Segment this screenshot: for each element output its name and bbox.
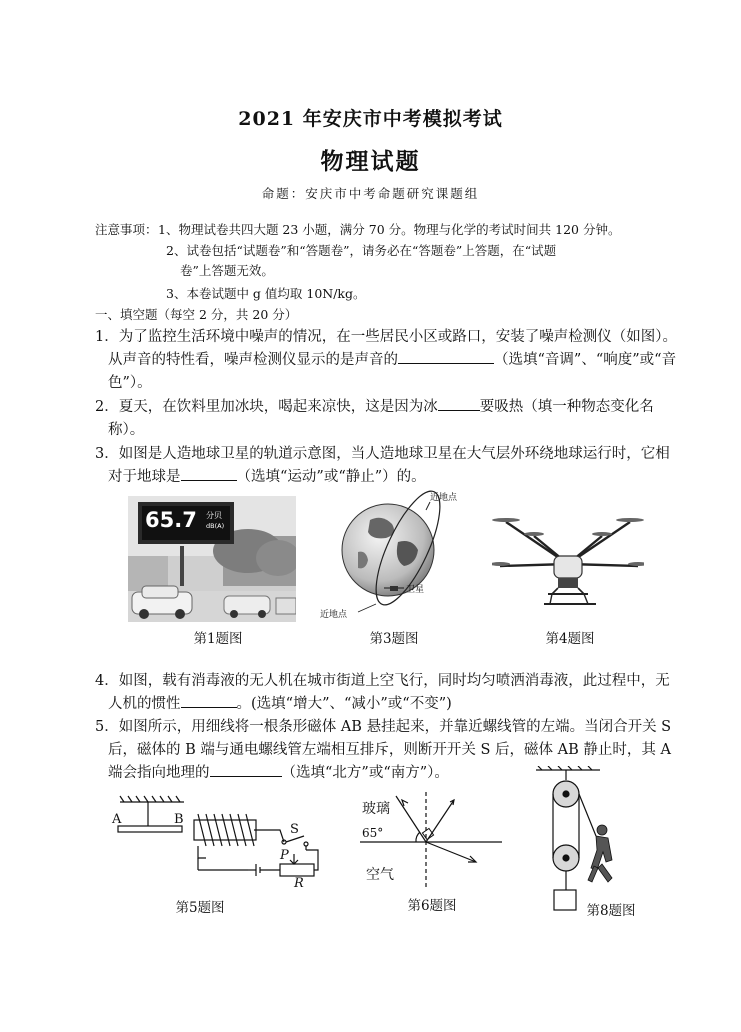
q2-line1: 2．夏天，在饮料里加冰块，喝起来凉快，这是因为冰 要吸热（填一种物态变化名 (95, 396, 654, 419)
notes-item-2b: 卷”上答题无效。 (180, 263, 274, 278)
noise-display-value: 65.7 (145, 508, 197, 532)
figure-6-caption: 第6题图 (407, 898, 457, 914)
q5-line2: 后，磁体的 B 端与通电螺线管左端相互排斥，则断开开关 S 后，磁体 AB 静止时，其 A (108, 742, 671, 758)
label-b: B (174, 812, 184, 827)
notes-item-1: 1、物理试卷共四大题 23 小题，满分 70 分。物理与化学的考试时间共 120 分钟。 (158, 222, 621, 237)
notes-item-3: 3、本卷试题中 g 值均取 10N/kg。 (166, 286, 366, 301)
figure-6-refraction (352, 790, 512, 888)
q3-line2: 对于地球是 （选填“运动”或“静止”）的。 (108, 466, 426, 489)
q5-line1: 5．如图所示，用细线将一根条形磁体 AB 悬挂起来，并靠近螺线管的左端。当闭合开关 S (95, 719, 672, 735)
figure-5-caption: 第5题图 (175, 900, 225, 916)
label-air: 空气 (366, 867, 394, 883)
answer-blank[interactable] (210, 762, 282, 777)
q1-line1: 1．为了监控生活环境中噪声的情况，在一些居民小区或路口，安装了噪声检测仪（如图）。 (95, 329, 677, 345)
notes-label: 注意事项： (95, 222, 158, 237)
label-r: R (294, 876, 304, 891)
figure-5-solenoid-circuit (108, 790, 338, 890)
author-line: 命题：安庆市中考命题研究课题组 (261, 186, 480, 201)
label-glass: 玻璃 (362, 801, 390, 817)
figure-4-caption: 第4题图 (545, 631, 595, 647)
q3-line1: 3．如图是人造地球卫星的轨道示意图，当人造地球卫星在大气层外环绕地球运行时，它相 (95, 446, 670, 462)
subject-title: 物理试题 (320, 148, 421, 175)
q2-line2: 称）。 (108, 422, 145, 438)
label-s: S (290, 822, 299, 837)
answer-blank[interactable] (181, 466, 237, 481)
section-heading: 一、填空题（每空 2 分，共 20 分） (95, 307, 298, 322)
exam-title: 2021 年安庆市中考模拟考试 (238, 108, 503, 130)
label-satellite: 卫星 (406, 585, 425, 595)
figure-3-satellite-orbit (318, 490, 488, 622)
notes-item-2a: 2、试卷包括“试题卷”和“答题卷”，请务必在“答题卷”上答题，在“试题 (166, 243, 557, 258)
q5-line3: 端会指向地理的 （选填“北方”或“南方”）。 (108, 762, 449, 785)
answer-blank[interactable] (181, 693, 237, 708)
figure-8-caption: 第8题图 (586, 903, 636, 919)
noise-display-unit: 分贝 (206, 511, 222, 520)
figure-4-drone (492, 506, 644, 616)
figure-1-caption: 第1题图 (193, 631, 243, 647)
figure-1-noise-monitor (128, 496, 296, 622)
label-perigee-top: 近地点 (430, 493, 458, 503)
label-perigee-bottom: 近地点 (320, 610, 348, 620)
q4-line1: 4．如图，载有消毒液的无人机在城市街道上空飞行，同时均匀喷洒消毒液，此过程中，无 (95, 673, 670, 689)
label-a: A (112, 812, 122, 827)
q1-line3: 色”）。 (108, 375, 152, 391)
q1-line2: 从声音的特性看，噪声检测仪显示的是声音的 （选填“音调”、“响度”或“音 (108, 349, 676, 372)
noise-display-unit-db: dB(A) (206, 522, 225, 530)
label-p: P (280, 848, 289, 863)
figure-3-caption: 第3题图 (369, 631, 419, 647)
answer-blank[interactable] (438, 396, 480, 411)
q4-line2: 人机的惯性 。(选填“增大”、“减小”或“不变”) (108, 693, 452, 716)
figure-8-pulley (530, 766, 630, 912)
label-angle: 65° (362, 826, 384, 840)
answer-blank[interactable] (398, 349, 494, 364)
